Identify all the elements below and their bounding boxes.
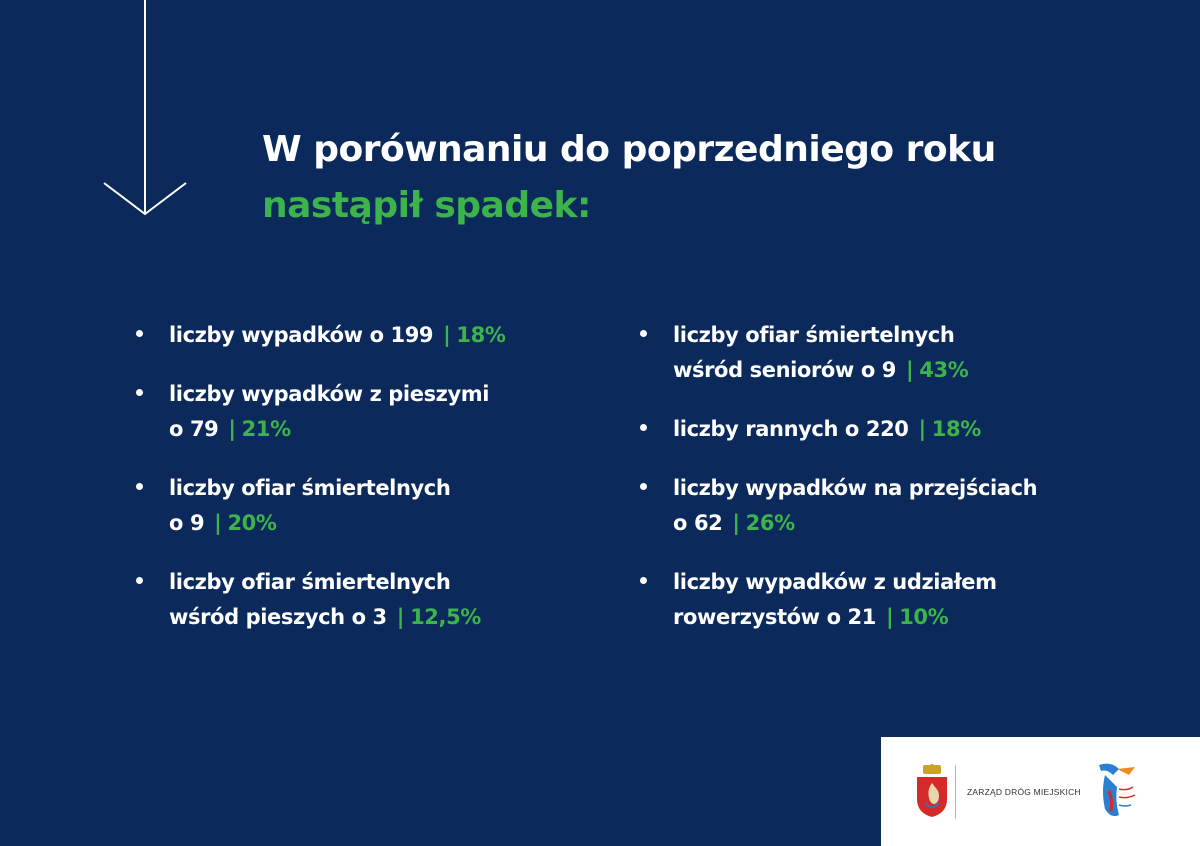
- bullet-icon: [136, 577, 143, 584]
- campaign-logo-icon: [1093, 761, 1143, 823]
- bullet-icon: [136, 483, 143, 490]
- separator: |: [732, 511, 740, 535]
- item-percent: 12,5%: [410, 605, 481, 629]
- item-text: liczby wypadków na przejściach: [673, 476, 1038, 500]
- bullet-icon: [136, 330, 143, 337]
- item-text: liczby ofiar śmiertelnych: [169, 476, 451, 500]
- item-text: o 79: [169, 417, 219, 441]
- list-item: [640, 565, 1140, 635]
- bullet-icon: [640, 483, 647, 490]
- item-text: o 9: [169, 511, 205, 535]
- item-text: liczby wypadków z udziałem: [673, 570, 997, 594]
- title-line-1: W porównaniu do poprzedniego roku: [262, 129, 996, 170]
- separator: |: [443, 323, 451, 347]
- org-name: ZARZĄD DRÓG MIEJSKICH: [967, 787, 1081, 797]
- item-text: liczby wypadków z pieszymi: [169, 382, 490, 406]
- item-text: liczby ofiar śmiertelnych: [673, 323, 955, 347]
- item-percent: 18%: [456, 323, 506, 347]
- stats-list-right: [640, 318, 1140, 659]
- separator: |: [885, 605, 894, 629]
- bullet-icon: [640, 330, 647, 337]
- item-percent: 26%: [745, 511, 795, 535]
- city-crest-icon: [914, 763, 950, 819]
- list-item: [640, 318, 1140, 388]
- separator: |: [396, 605, 405, 629]
- item-percent: 43%: [919, 358, 969, 382]
- item-text: liczby ofiar śmiertelnych: [169, 570, 451, 594]
- item-text: o 62: [673, 511, 723, 535]
- separator: |: [906, 358, 914, 382]
- divider: [955, 765, 956, 819]
- separator: |: [918, 417, 926, 441]
- separator: |: [228, 417, 236, 441]
- stats-list-left: [136, 318, 596, 659]
- list-item: [136, 318, 596, 353]
- page-title: [262, 122, 996, 234]
- bullet-icon: [136, 389, 143, 396]
- item-percent: 20%: [227, 511, 277, 535]
- title-line-2: nastąpił spadek:: [262, 185, 591, 226]
- list-item: [136, 377, 596, 447]
- item-percent: 18%: [931, 417, 981, 441]
- item-text: wśród seniorów o 9: [673, 358, 896, 382]
- down-arrow-icon: [100, 0, 190, 220]
- bullet-icon: [640, 577, 647, 584]
- item-text: rowerzystów o 21: [673, 605, 876, 629]
- bullet-icon: [640, 424, 647, 431]
- list-item: [136, 471, 596, 541]
- item-text: liczby rannych o 220: [673, 417, 909, 441]
- list-item: [640, 412, 1140, 447]
- item-percent: 10%: [899, 605, 949, 629]
- separator: |: [214, 511, 222, 535]
- item-text: liczby wypadków o 199: [169, 323, 434, 347]
- list-item: [136, 565, 596, 635]
- list-item: [640, 471, 1140, 541]
- item-text: wśród pieszych o 3: [169, 605, 387, 629]
- item-percent: 21%: [241, 417, 291, 441]
- footer-logos: [881, 737, 1200, 846]
